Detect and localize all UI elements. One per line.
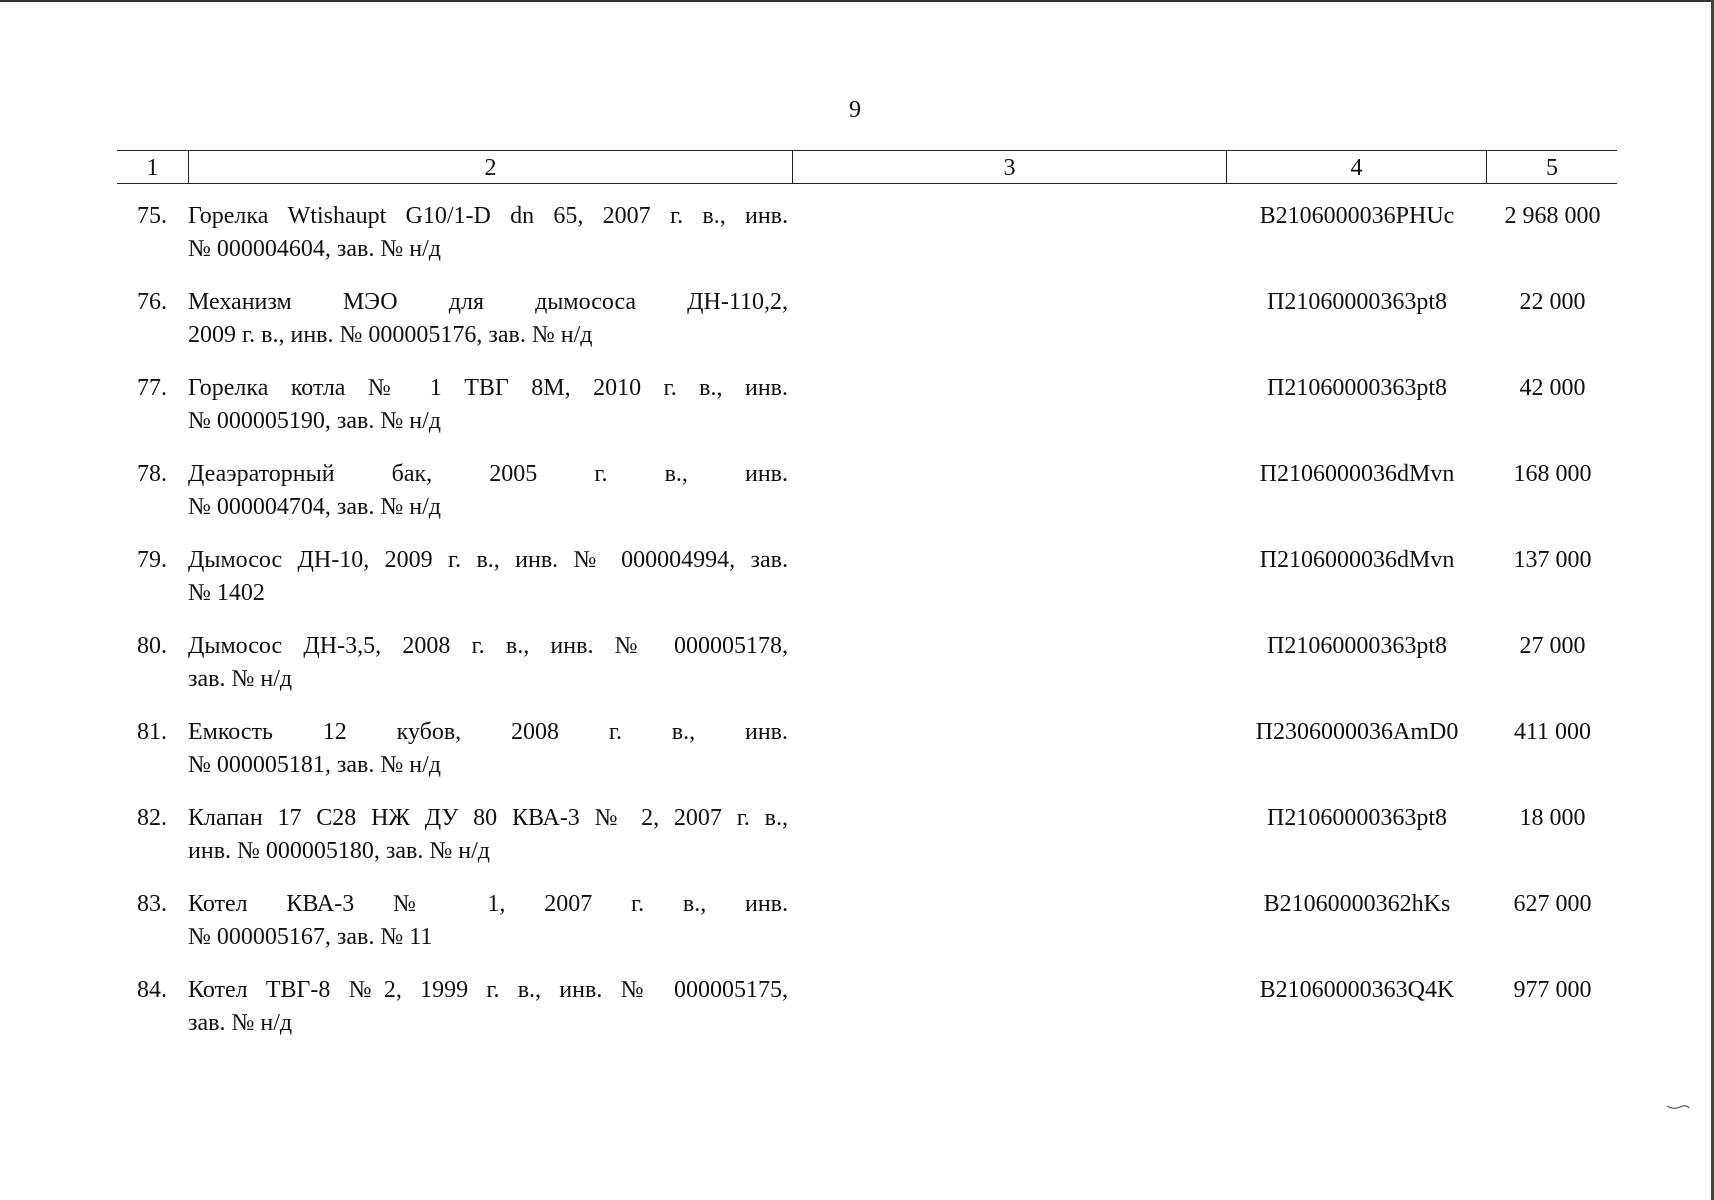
scan-edge-top (0, 0, 1714, 2)
row-number: 84. (137, 977, 167, 1003)
description-line-2: 2009 г. в., инв. № 000005176, зав. № н/д (188, 322, 593, 348)
description-line-2: № 000004704, зав. № н/д (188, 494, 441, 520)
row-code: П21060000363pt8 (1267, 289, 1447, 315)
row-code: П21060000363pt8 (1267, 633, 1447, 659)
row-code: В21060000363Q4K (1259, 977, 1455, 1003)
row-number: 79. (137, 547, 167, 573)
table-header (117, 150, 1617, 184)
description-line-1: Деаэраторный бак, 2005 г. в., инв. (188, 461, 788, 487)
row-code: П2106000036dMvn (1259, 547, 1455, 573)
description-line-2: зав. № н/д (188, 1010, 293, 1036)
row-description (188, 888, 788, 954)
row-value: 2 968 000 (1504, 203, 1601, 229)
description-line-1: Емкость 12 кубов, 2008 г. в., инв. (188, 719, 788, 745)
page-number: 9 (849, 97, 861, 123)
row-code: П21060000363pt8 (1267, 805, 1447, 831)
table-row (117, 716, 1617, 802)
scan-mark (1666, 1103, 1690, 1111)
row-description (188, 802, 788, 868)
row-description (188, 200, 788, 266)
row-number: 77. (137, 375, 167, 401)
header-col-1: 1 (146, 155, 159, 181)
row-description (188, 372, 788, 438)
description-line-2: № 000005181, зав. № н/д (188, 752, 441, 778)
row-number: 82. (137, 805, 167, 831)
header-col-3: 3 (792, 151, 1226, 183)
row-value: 42 000 (1519, 375, 1586, 401)
table-row (117, 544, 1617, 630)
row-code: В21060000362hKs (1263, 891, 1451, 917)
table-row (117, 802, 1617, 888)
table-row (117, 630, 1617, 716)
row-value: 22 000 (1519, 289, 1586, 315)
table-row (117, 286, 1617, 372)
description-line-2: зав. № н/д (188, 666, 293, 692)
table-body (117, 200, 1617, 1060)
description-line-1: Котел ТВГ-8 №2, 1999 г. в., инв. № 000005175, (188, 977, 788, 1003)
description-line-2: № 000005167, зав. № 11 (188, 924, 433, 950)
description-line-1: Механизм МЭО для дымососа ДН-110,2, (188, 289, 788, 315)
description-line-1: Горелка котла № 1 ТВГ 8М, 2010 г. в., инв. (188, 375, 788, 401)
row-code: П21060000363pt8 (1267, 375, 1447, 401)
row-number: 76. (137, 289, 167, 315)
row-code: П2306000036AmD0 (1255, 719, 1459, 745)
table-row (117, 372, 1617, 458)
row-description (188, 630, 788, 696)
row-code: П2106000036dMvn (1259, 461, 1455, 487)
description-line-2: № 000005190, зав. № н/д (188, 408, 441, 434)
row-number: 80. (137, 633, 167, 659)
row-number: 75. (137, 203, 167, 229)
row-value: 627 000 (1513, 891, 1592, 917)
row-description (188, 458, 788, 524)
row-description (188, 286, 788, 352)
row-value: 977 000 (1513, 977, 1592, 1003)
description-line-2: № 1402 (188, 580, 265, 606)
header-col-4: 4 (1226, 151, 1486, 183)
header-col-2: 2 (188, 151, 792, 183)
description-line-1: Дымосос ДН-10, 2009 г. в., инв. № 000004994, зав. (188, 547, 788, 573)
description-line-1: Котел КВА-3 № 1, 2007 г. в., инв. (188, 891, 788, 917)
table-row (117, 974, 1617, 1060)
row-value: 137 000 (1513, 547, 1592, 573)
row-value: 18 000 (1519, 805, 1586, 831)
row-value: 411 000 (1513, 719, 1592, 745)
table-row (117, 200, 1617, 286)
row-number: 78. (137, 461, 167, 487)
description-line-1: Горелка Wtishaupt G10/1-D dn 65, 2007 г. в., инв. (188, 203, 788, 229)
row-value: 27 000 (1519, 633, 1586, 659)
row-description (188, 974, 788, 1040)
description-line-1: Клапан 17 С28 НЖ ДУ 80 КВА-3 № 2, 2007 г. в., (188, 805, 788, 831)
table-row (117, 458, 1617, 544)
row-value: 168 000 (1513, 461, 1592, 487)
header-col-5: 5 (1486, 151, 1617, 183)
description-line-1: Дымосос ДН-3,5, 2008 г. в., инв. № 000005178, (188, 633, 788, 659)
row-number: 83. (137, 891, 167, 917)
description-line-2: № 000004604, зав. № н/д (188, 236, 441, 262)
row-description (188, 544, 788, 610)
row-code: В2106000036PHUc (1259, 203, 1455, 229)
row-number: 81. (137, 719, 167, 745)
row-description (188, 716, 788, 782)
description-line-2: инв. № 000005180, зав. № н/д (188, 838, 491, 864)
table-row (117, 888, 1617, 974)
